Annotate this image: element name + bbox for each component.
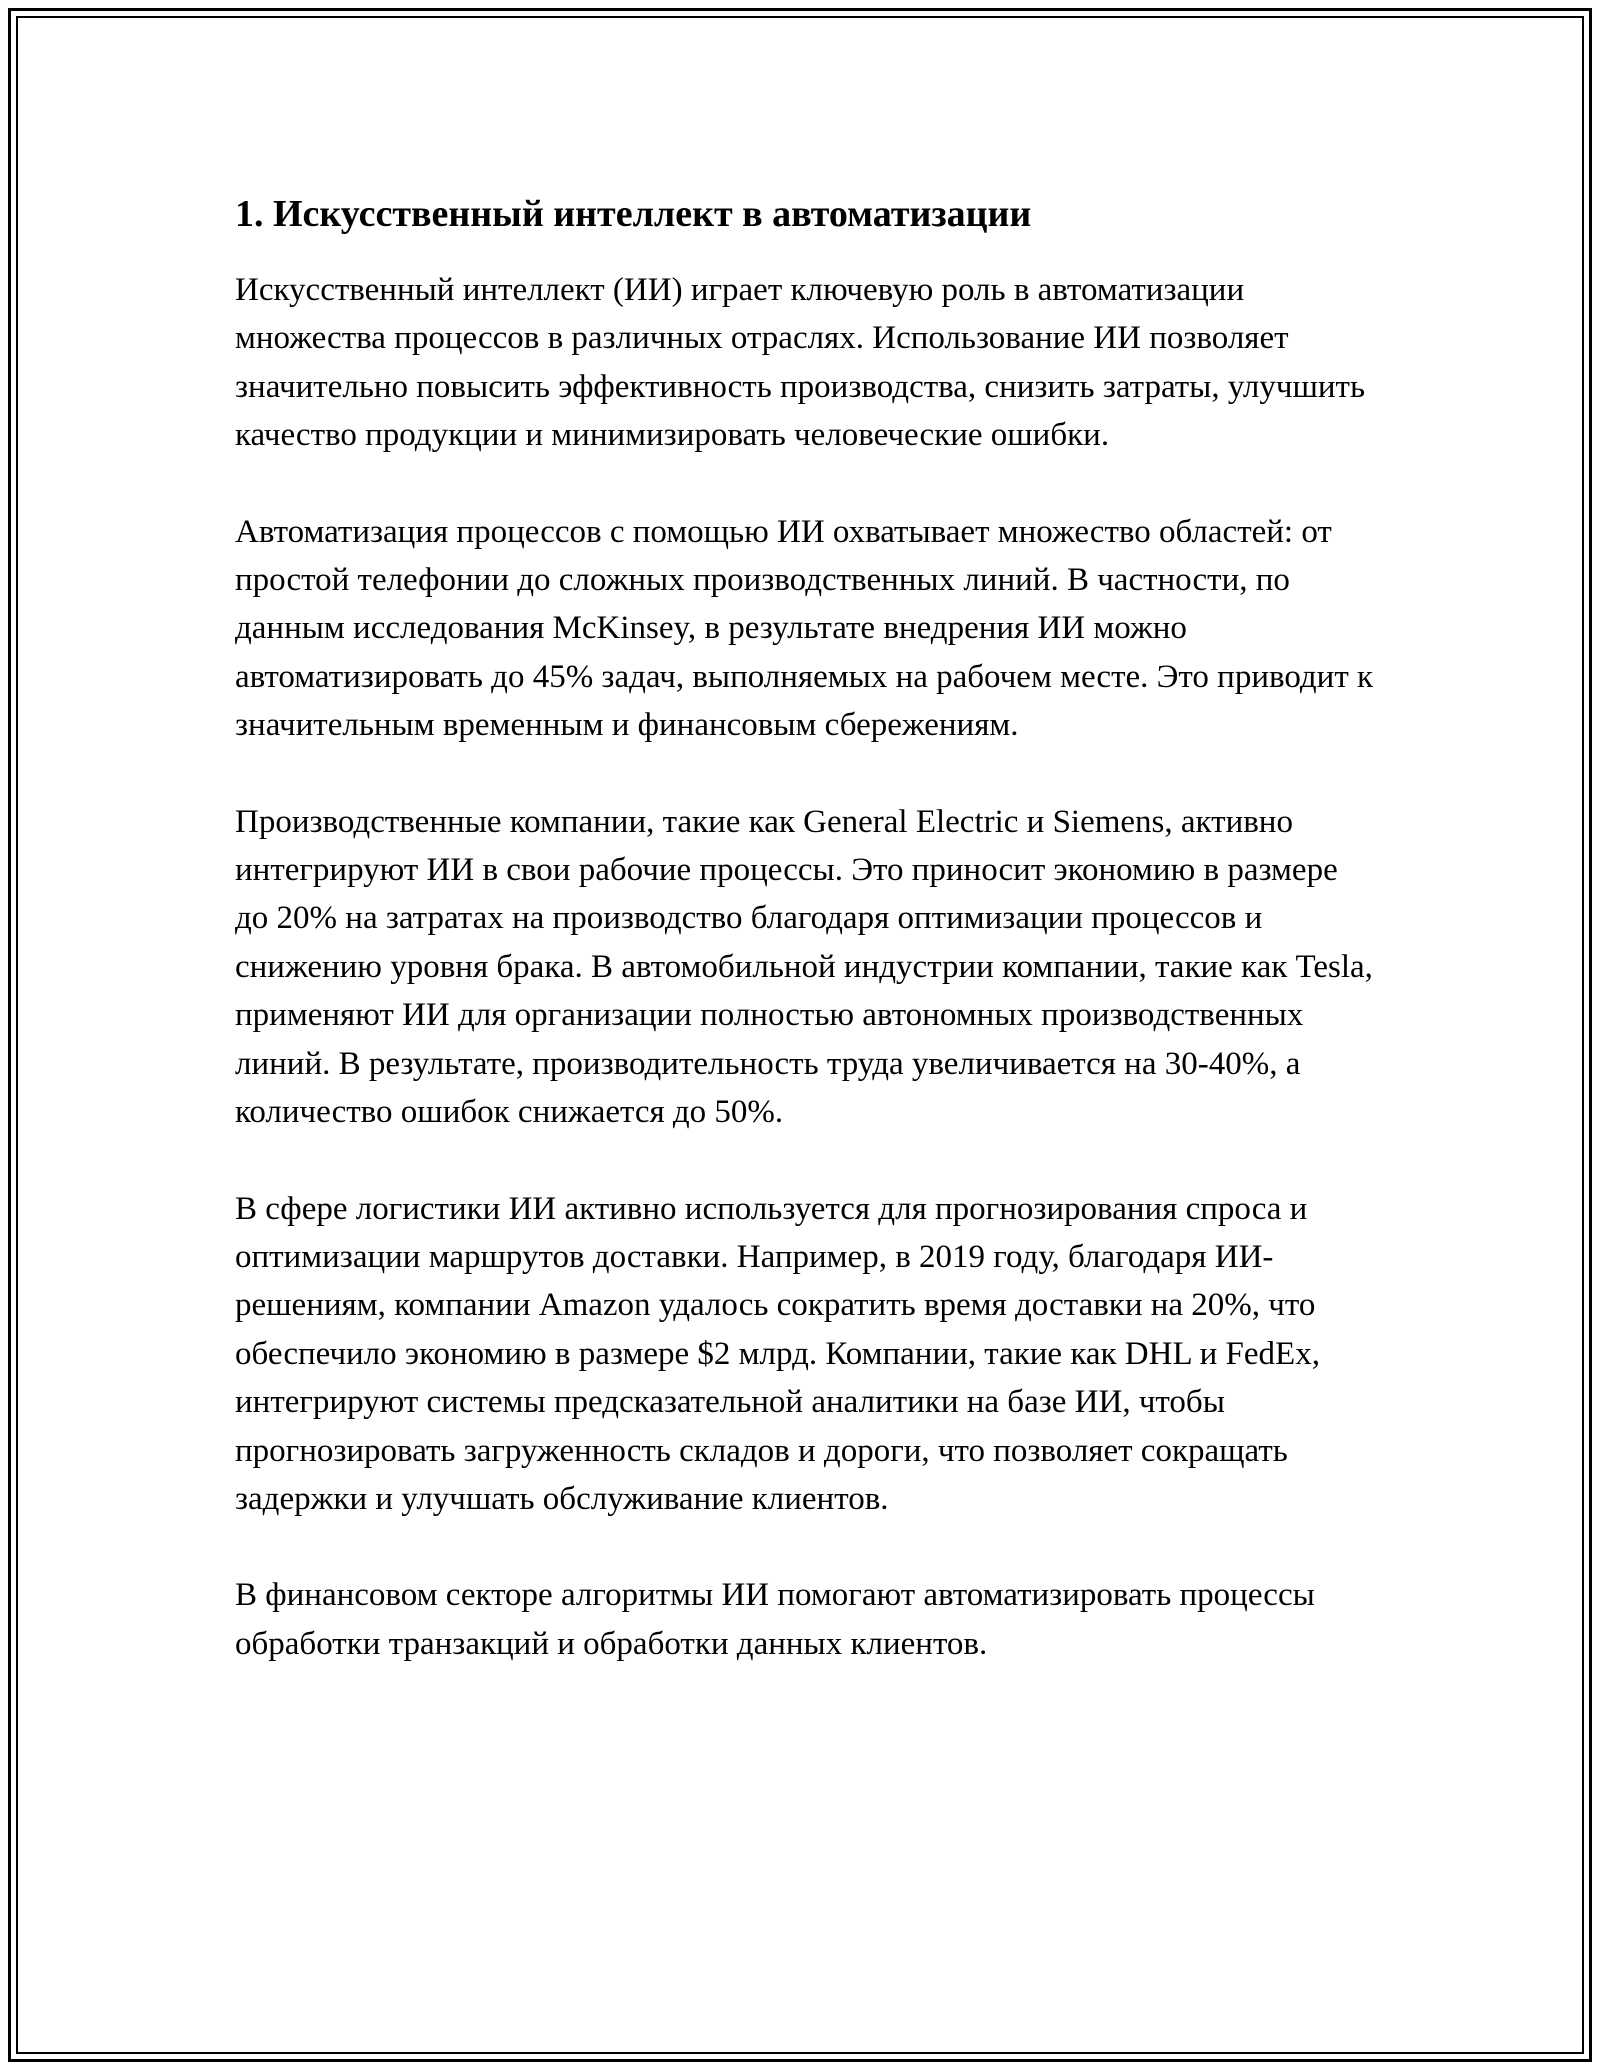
paragraph-manufacturing: Производственные компании, такие как General Electric и Siemens, активно интегрируют ИИ в свои рабочие процессы. Это приносит экономию в размере до 20% на затратах на производство благодаря оптимизации процессов и снижению уровня брака. В автомобильной индустрии компании, такие как Tesla, применяют ИИ для организации полностью автономных производственных линий. В результате, производительность труда увеличивается на 30-40%, а количество ошибок снижается до 50%. bbox=[235, 803, 1373, 1131]
paragraph-automation-areas: Автоматизация процессов с помощью ИИ охватывает множество областей: от простой телефонии до сложных производственных линий. В частности, по данным исследования McKinsey, в результате внедрения ИИ можно автоматизировать до 45% задач, выполняемых на рабочем месте. Это приводит к значительным временным и финансовым сбережениям. bbox=[235, 513, 1374, 744]
paragraph-finance: В финансовом секторе алгоритмы ИИ помогают автоматизировать процессы обработки транзакций и обработки данных клиентов. bbox=[235, 1577, 1315, 1662]
section-heading: 1. Искусственный интеллект в автоматизации bbox=[235, 193, 1032, 235]
paragraph-logistics: В сфере логистики ИИ активно используется для прогнозирования спроса и оптимизации маршрутов доставки. Например, в 2019 году, благодаря ИИ-решениям, компании Amazon удалось сократить время доставки на 20%, что обеспечило экономию в размере $2 млрд. Компании, такие как DHL и FedEx, интегрируют системы предсказательной аналитики на базе ИИ, чтобы прогнозировать загруженность складов и дороги, что позволяет сокращать задержки и улучшать обслуживание клиентов. bbox=[235, 1190, 1320, 1517]
paragraph-intro: Искусственный интеллект (ИИ) играет ключевую роль в автоматизации множества процессов в различных отраслях. Использование ИИ позволяет значительно повысить эффективность производства, снизить затраты, улучшить качество продукции и минимизировать человеческие ошибки. bbox=[235, 272, 1366, 454]
document-body bbox=[235, 186, 1375, 1716]
